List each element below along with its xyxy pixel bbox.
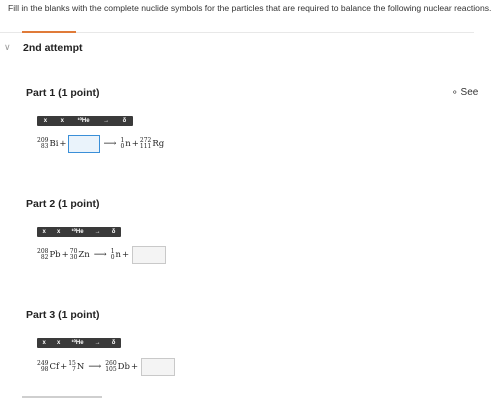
part-1-answer-input[interactable] [68, 135, 100, 153]
mass-number: 1 [110, 248, 115, 255]
part-1-title: Part 1 (1 point) [26, 87, 100, 99]
atomic-number: 82 [40, 254, 49, 261]
see-hint-link[interactable] [451, 87, 478, 98]
part-2-toolbar [37, 227, 121, 237]
see-link-label: See [460, 87, 479, 98]
footer-divider [22, 396, 102, 398]
atomic-number: 7 [72, 366, 76, 373]
isotope-notation-icon[interactable]: ¹⁰He [77, 118, 90, 124]
reaction-arrow-icon[interactable]: → [103, 118, 110, 124]
atomic-number: 105 [105, 366, 117, 373]
mass-number: 260 [105, 360, 117, 367]
part-3-title: Part 3 (1 point) [26, 309, 100, 321]
part-3-equation [37, 358, 175, 376]
superscript-icon[interactable]: x [43, 118, 48, 124]
reaction-arrow-icon[interactable]: → [94, 340, 101, 346]
mass-number: 208 [37, 248, 49, 255]
element-symbol: n [115, 250, 121, 260]
nuclide-rg-272 [140, 138, 164, 150]
plus-sign: + [59, 139, 67, 149]
mass-number: 15 [68, 360, 76, 367]
plus-sign: + [61, 250, 69, 260]
part-2-equation [37, 246, 166, 264]
subscript-icon[interactable]: x [57, 229, 61, 235]
nuclide-neutron [111, 249, 121, 261]
plus-sign: + [130, 362, 139, 372]
element-symbol: n [125, 139, 131, 149]
nuclide-cf-249 [37, 361, 59, 373]
element-symbol: Bi [49, 139, 59, 149]
plus-sign: + [122, 250, 130, 260]
element-symbol: Pb [49, 250, 61, 260]
part-3-toolbar [37, 338, 121, 348]
isotope-notation-icon[interactable]: ¹⁰He [71, 229, 84, 235]
plus-sign: + [60, 362, 68, 372]
atomic-number: 0 [120, 143, 125, 150]
plus-sign: + [131, 139, 139, 149]
chevron-down-icon[interactable]: ∨ [4, 42, 11, 52]
element-symbol: Cf [49, 362, 60, 372]
atomic-number: 98 [40, 366, 49, 373]
nuclide-n-15 [68, 361, 84, 373]
delta-icon[interactable]: δ [111, 340, 116, 346]
mass-number: 249 [37, 360, 49, 367]
nuclide-zn-70 [70, 249, 90, 261]
atomic-number: 30 [69, 254, 78, 261]
delta-icon[interactable]: δ [111, 229, 116, 235]
mass-number: 1 [120, 137, 125, 144]
superscript-icon[interactable]: x [42, 340, 46, 346]
part-1-toolbar [37, 116, 133, 126]
atomic-number: 83 [40, 143, 49, 150]
superscript-icon[interactable]: x [42, 229, 46, 235]
subscript-icon[interactable]: x [60, 118, 64, 124]
reaction-arrow-icon[interactable]: → [94, 229, 101, 235]
atomic-number: 111 [139, 143, 152, 150]
instructions-text: Fill in the blanks with the complete nuclide symbols for the particles that are required to balance the following nuclear reactions. [8, 3, 491, 13]
reaction-arrow: ⟶ [93, 250, 107, 260]
nuclide-db-260 [105, 361, 130, 373]
mass-number: 209 [37, 137, 49, 144]
mass-number: 272 [139, 137, 152, 144]
element-symbol: Db [117, 362, 130, 372]
mass-number: 70 [69, 248, 78, 255]
element-symbol: Rg [152, 139, 165, 149]
subscript-icon[interactable]: x [57, 340, 61, 346]
part-1-equation [37, 135, 164, 153]
element-symbol: N [76, 362, 85, 372]
reaction-arrow: ⟶ [88, 362, 102, 372]
part-2-answer-input[interactable] [132, 246, 166, 264]
part-3-answer-input[interactable] [141, 358, 175, 376]
delta-icon[interactable]: δ [122, 118, 127, 124]
isotope-notation-icon[interactable]: ¹⁰He [71, 340, 84, 346]
reaction-arrow: ⟶ [103, 139, 117, 149]
nuclide-bi-209 [37, 138, 58, 150]
lightbulb-icon: ⚬ [451, 87, 459, 97]
nuclide-neutron [120, 138, 130, 150]
element-symbol: Zn [78, 250, 90, 260]
part-2-title: Part 2 (1 point) [26, 198, 100, 210]
atomic-number: 0 [110, 254, 115, 261]
attempt-title: 2nd attempt [23, 42, 83, 54]
attempt-accent-bar [22, 31, 76, 33]
nuclide-pb-208 [37, 249, 61, 261]
